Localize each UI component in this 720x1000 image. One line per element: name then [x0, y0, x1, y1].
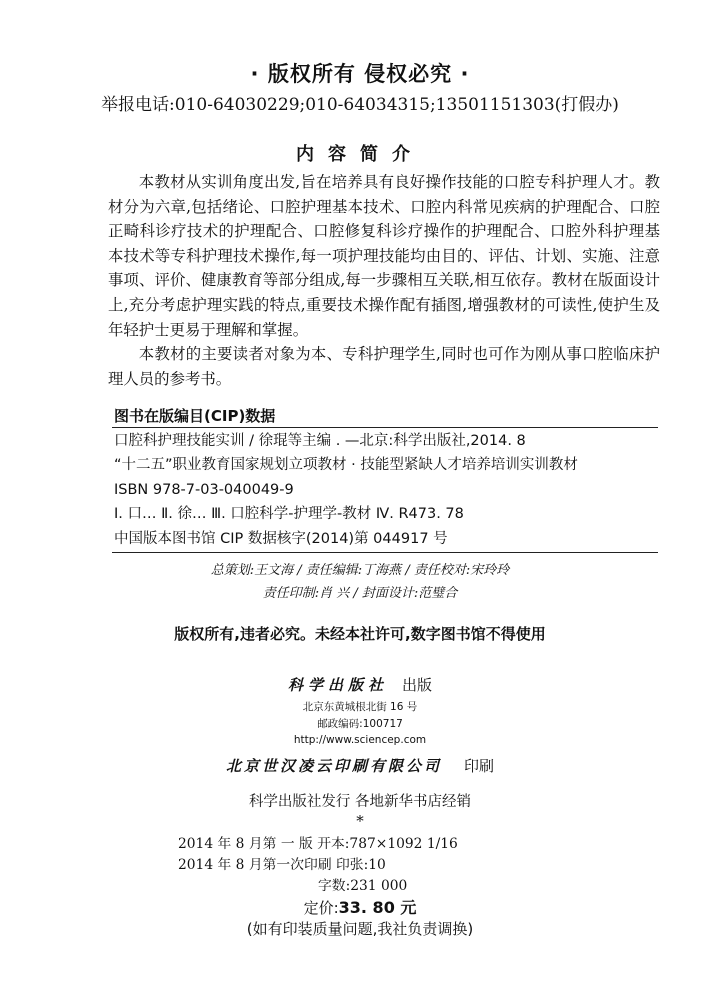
separator-star: * [356, 812, 364, 830]
cip-line-title: 口腔科护理技能实训 / 徐琨等主编 . —北京:科学出版社,2014. 8 [114, 433, 526, 449]
cip-block [114, 429, 660, 551]
publisher-suffix: 出版 [402, 676, 433, 694]
distribution-line: 科学出版社发行 各地新华书店经销 [248, 794, 472, 810]
price-value: 33. 80 元 [338, 898, 417, 917]
publisher-url: http://www.sciencep.com [293, 734, 427, 746]
publisher-address: 北京东黄城根北街 16 号 [302, 701, 418, 713]
publisher-line [0, 674, 720, 695]
cip-line-series: “十二五”职业教育国家规划立项教材 · 技能型紧缺人才培养培训实训教材 [114, 457, 578, 474]
report-hotline: 举报电话:010-64030229;010-64034315;13501151303(打假办) [101, 95, 619, 115]
credits-line-2: 责任印制:肖 兴 / 封面设计:范璧合 [262, 586, 458, 601]
price-line [0, 895, 720, 918]
edition-line: 2014 年 8 月第 一 版 开本:787×1092 1/16 [178, 836, 458, 852]
printer-suffix: 印刷 [464, 757, 495, 775]
cip-line-classification: Ⅰ. 口… Ⅱ. 徐… Ⅲ. 口腔科学-护理学-教材 Ⅳ. R473. 78 [114, 506, 464, 523]
credits-line-1: 总策划:王文海 / 责任编辑:丁海燕 / 责任校对:宋玲玲 [210, 563, 510, 578]
intro-text [108, 170, 660, 391]
printing-line: 2014 年 8 月第一次印刷 印张:10 [178, 857, 386, 873]
intro-paragraph-2: 本教材的主要读者对象为本、专科护理学生,同时也可作为刚从事口腔临床护理人员的参考书。 [108, 345, 660, 388]
printer-line [0, 755, 720, 776]
copyright-title: · 版权所有 侵权必究 · [250, 62, 470, 86]
publisher-postcode: 邮政编码:100717 [317, 718, 403, 730]
printer-name: 北京世汉凌云印刷有限公司 [225, 757, 442, 775]
word-count: 字数:231 000 [318, 878, 408, 894]
intro-paragraph-1: 本教材从实训角度出发,旨在培养具有良好操作技能的口腔专科护理人才。教材分为六章,包括绪论、口腔护理基本技术、口腔内科常见疾病的护理配合、口腔正畸科诊疗技术的护理配合、口腔修复科诊疗操作的护理配合、口腔外科护理基本技术等专科护理技术操作,每一项护理技能均由目的、评估、计划、实施、注意事项、评价、健康教育等部分组成,每一步骤相互关联,相互依存。教材在版面设计上,充分考虑护理实践的特点,重要技术操作配有插图,增强教材的可读性,使护生及年轻护士更易于理解和掌握。 [108, 173, 660, 339]
cip-heading: 图书在版编目(CIP)数据 [114, 407, 276, 425]
cip-top-rule [112, 427, 658, 428]
cip-bottom-rule [112, 552, 658, 553]
quality-notice: (如有印装质量问题,我社负责调换) [246, 920, 474, 938]
cip-line-record: 中国版本图书馆 CIP 数据核字(2014)第 044917 号 [114, 530, 448, 547]
price-label: 定价: [303, 899, 339, 917]
cip-line-isbn: ISBN 978-7-03-040049-9 [114, 481, 294, 498]
intro-heading: 内容简介 [296, 144, 424, 165]
rights-notice: 版权所有,违者必究。未经本社许可,数字图书馆不得使用 [174, 625, 546, 643]
publisher-name: 科学出版社 [287, 676, 388, 694]
